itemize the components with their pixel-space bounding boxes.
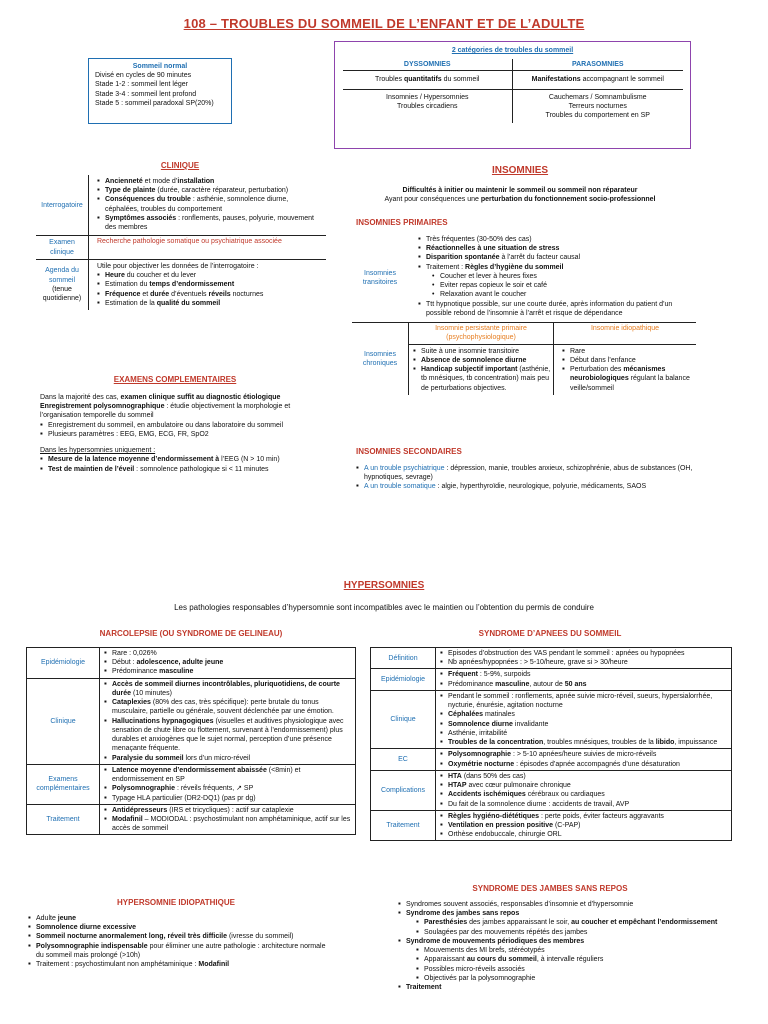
- sommeil-normal-lines: [95, 71, 225, 108]
- saos-comp-list: [440, 772, 727, 809]
- saos-def-item: ▪ Nb apnées/hypopnées : > 5-10/heure, grave si > 30/heure: [440, 658, 727, 667]
- hyper-intro: Dans les hypersomnies uniquement :: [40, 447, 156, 455]
- examens-item: ▪ Enregistrement du sommeil, en ambulatoire ou dans laboratoire du sommeil: [40, 421, 320, 430]
- primaires-table: [352, 234, 696, 322]
- interrogatoire-list: [97, 177, 322, 232]
- secondaires-heading: INSOMNIES SECONDAIRES: [356, 447, 462, 456]
- hyper-idio-heading: HYPERSOMNIE IDIOPATHIQUE: [117, 898, 235, 907]
- secondaire-som: ▪ A un trouble somatique : algie, hyperthyroïdie, neurologique, polyurie, médicaments, SAOS: [356, 482, 726, 491]
- saos-comp-item: ▪ HTA (dans 50% des cas): [440, 772, 727, 781]
- agenda-list: [97, 271, 322, 308]
- narco-exam-item: ▪ Typage HLA particulier (DR2-DQ1) (pas pr dg): [104, 794, 351, 803]
- hyper-list: [40, 455, 320, 473]
- categories-box: [334, 41, 691, 149]
- page-title: 108 – TROUBLES DU SOMMEIL DE L’ENFANT ET DE L’ADULTE: [183, 16, 585, 31]
- sommeil-normal-heading: Sommeil normal: [132, 63, 188, 70]
- saos-table: [370, 647, 732, 841]
- saos-epi-list: [440, 670, 727, 688]
- persistante-list: [413, 347, 551, 393]
- examen-clinique-text: Recherche pathologie somatique ou psychiatrique associée: [89, 236, 327, 259]
- insomnies-def: Difficultés à initier ou maintenir le sommeil ou sommeil non réparateur Ayant pour conséquences une perturbation du fonctionnement socio-professionnel: [384, 187, 656, 204]
- saos-ec-item: ▪ Oxymétrie nocturne : épisodes d’apnée accompagnés d’une désaturation: [440, 760, 727, 769]
- clinique-heading: CLINIQUE: [160, 161, 200, 170]
- clinique-table: [36, 175, 326, 310]
- jambes-heading: SYNDROME DES JAMBES SANS REPOS: [472, 884, 628, 893]
- narco-epi-label: Epidémiologie: [27, 648, 100, 679]
- narco-trt-label: Traitement: [27, 804, 100, 835]
- saos-trt-item: ▪ Règles hygiéno-diététiques : perte poids, éviter facteurs aggravants: [440, 812, 727, 821]
- tt-hypnotique: ▪ Ttt hypnotique possible, sur une courte durée, après information du patient d’un possible rebond de l’insomnie à l’arrêt et risque de dépendance: [418, 300, 694, 318]
- parasomnies-items: [513, 89, 683, 123]
- parasomnie-item: Terreurs nocturnes: [568, 102, 627, 110]
- persistante-item: ▪ Handicap subjectif important (asthénie, tb mnésiques, tb concentration) mais peu de perturbations objectives.: [413, 365, 551, 393]
- jambes-l3-sub3: ▪ Possibles micro-réveils associés: [416, 965, 738, 974]
- parasomnies-def: Manifestations accompagnant le sommeil: [513, 71, 683, 89]
- persistante-head: Insomnie persistante primaire (psychophysiologique): [409, 323, 554, 344]
- saos-clin-label: Clinique: [371, 690, 436, 748]
- jambes-body: [398, 900, 738, 992]
- hypersomnies-intro: Les pathologies responsables d’hypersomnie sont incompatibles avec le maintien ou l’obtention du permis de conduire: [174, 603, 594, 612]
- idiopathique-item: ▪ Début dans l’enfance: [562, 356, 694, 365]
- agenda-item: ▪ Heure du coucher et du lever: [97, 271, 322, 280]
- idiopathique-list: [562, 347, 694, 393]
- narco-epi-item: ▪ Rare : 0,026%: [104, 649, 351, 658]
- narco-trt-item: ▪ Modafinil – MODIODAL : psychostimulant non amphétaminique, actif sur les accès de sommeil: [104, 815, 351, 833]
- jambes-l2-sub2: ▪ Soulagées par des mouvements répétés des jambes: [416, 928, 738, 937]
- hygiene-item: • Coucher et lever à heures fixes: [432, 272, 694, 281]
- dyssomnie-item: Insomnies / Hypersomnies: [386, 93, 469, 101]
- hygiene-item: • Eviter repas copieux le soir et café: [432, 281, 694, 290]
- saos-epi-label: Epidémiologie: [371, 669, 436, 690]
- examens-heading: EXAMENS COMPLEMENTAIRES: [113, 375, 237, 384]
- narco-exam-item: ▪ Latence moyenne d’endormissement abaissée (<8min) et endormissement en SP: [104, 766, 351, 784]
- sommeil-normal-box: [88, 58, 232, 124]
- saos-trt-list: [440, 812, 727, 840]
- narco-clin-item: ▪ Paralysie du sommeil lors d’un micro-réveil: [104, 754, 351, 763]
- primaires-heading: INSOMNIES PRIMAIRES: [356, 218, 448, 227]
- parasomnie-item: Troubles du comportement en SP: [545, 112, 650, 120]
- saos-def-list: [440, 649, 727, 667]
- narco-trt-item: ▪ Antidépresseurs (IRS et tricycliques) : actif sur cataplexie: [104, 806, 351, 815]
- categories-table: [343, 59, 683, 123]
- saos-comp-item: ▪ Accidents ischémiques cérébraux ou cardiaques: [440, 790, 727, 799]
- sommeil-normal-line: Stade 1-2 : sommeil lent léger: [95, 81, 188, 89]
- hygiene-list: [418, 272, 694, 300]
- saos-clin-item: ▪ Céphalées matinales: [440, 710, 727, 719]
- dyssomnies-def: Troubles quantitatifs du sommeil: [343, 71, 513, 89]
- transitoire-item: ▪ Réactionnelles à une situation de stress: [418, 244, 694, 253]
- examens-p2: Enregistrement polysomnographique : étudie objectivement la morphologie et l’organisation temporelle du sommeil: [40, 403, 291, 420]
- narco-epi-item: ▪ Prédominance masculine: [104, 667, 351, 676]
- secondaires-list: [356, 464, 726, 492]
- narco-clin-item: ▪ Accès de sommeil diurnes incontrôlables, pluriquotidiens, de courte durée (10 minutes): [104, 680, 351, 698]
- examens-p1: Dans la majorité des cas, examen clinique suffit au diagnostic étiologique: [40, 394, 281, 401]
- transitoire-item: ▪ Disparition spontanée à l’arrêt du facteur causal: [418, 253, 694, 262]
- jambes-l1: ▪ Syndromes souvent associés, responsables d’insomnie et d’hypersomnie: [398, 900, 738, 909]
- narcolepsie-heading: NARCOLEPSIE (OU SYNDROME DE GELINEAU): [99, 629, 283, 638]
- hyper-exam-item: ▪ Test de maintien de l’éveil : somnolence pathologique si < 11 minutes: [40, 465, 320, 474]
- narco-exam-label: Examens complémentaires: [27, 764, 100, 804]
- saos-trt-label: Traitement: [371, 810, 436, 841]
- hyper-idio-item: ▪ Sommeil nocturne anormalement long, réveil très difficile (ivresse du sommeil): [28, 932, 328, 941]
- insomnies-heading: INSOMNIES: [491, 165, 549, 176]
- saos-clin-list: [440, 692, 727, 747]
- saos-ec-list: [440, 750, 727, 768]
- jambes-l3-sub1: ▪ Mouvements des MI brefs, stéréotypés: [416, 946, 738, 955]
- sommeil-normal-line: Divisé en cycles de 90 minutes: [95, 72, 192, 80]
- idiopathique-item: ▪ Perturbation des mécanismes neurobiologiques régulant la balance veille/sommeil: [562, 365, 694, 393]
- examens-item: ▪ Plusieurs paramètres : EEG, EMG, ECG, FR, SpO2: [40, 430, 320, 439]
- jambes-l2: ▪ Syndrome des jambes sans repos ▪ Paresthésies des jambes apparaissant le soir, au coucher et empêchant l’endormissement ▪ Soulagées par des mouvements répétés des jambes: [398, 909, 738, 937]
- examens-list: [40, 421, 320, 439]
- hypersomnies-heading: HYPERSOMNIES: [343, 580, 425, 591]
- narco-clin-item: ▪ Hallucinations hypnagogiques (visuelles et auditives physiologique avec sensation de chute libre ou flottement, survenant à l’endormissement) plus durables et anxiogènes que le sujet normal, perception d’une présence menaçante fréquente.: [104, 717, 351, 754]
- chroniques-label: Insomnies chroniques: [362, 350, 398, 367]
- saos-epi-item: ▪ Fréquent : 5-9%, surpoids: [440, 670, 727, 679]
- narco-epi-item: ▪ Début : adolescence, adulte jeune: [104, 658, 351, 667]
- interrogatoire-item: ▪ Ancienneté et mode d’installation: [97, 177, 322, 186]
- categories-heading: 2 catégories de troubles du sommeil: [451, 47, 574, 54]
- saos-epi-item: ▪ Prédominance masculine, autour de 50 ans: [440, 680, 727, 689]
- jambes-l3-sub4: ▪ Objectivés par la polysomnographie: [416, 974, 738, 983]
- jambes-l4: ▪ Traitement: [398, 983, 738, 992]
- saos-trt-item: ▪ Orthèse endobuccale, chirurgie ORL: [440, 830, 727, 839]
- saos-clin-item: ▪ Pendant le sommeil : ronflements, apnée suivie micro-réveil, sueurs, hypersialorrhée, nycturie, énurésie, agitation nocturne: [440, 692, 727, 710]
- narco-exam-item: ▪ Polysomnographie : réveils fréquents, ↗ SP: [104, 784, 351, 793]
- narcolepsie-table: [26, 647, 356, 835]
- parasomnie-item: Cauchemars / Somnambulisme: [548, 93, 647, 101]
- jambes-l3-sub2: ▪ Apparaissant au cours du sommeil, à intervalle réguliers: [416, 955, 738, 964]
- agenda-item: ▪ Fréquence et durée d’éventuels réveils nocturnes: [97, 290, 322, 299]
- transitoire-item: ▪ Très fréquentes (30-50% des cas): [418, 235, 694, 244]
- agenda-label: Agenda du sommeil (tenue quotidienne): [36, 259, 89, 310]
- chroniques-table: [352, 322, 696, 395]
- idiopathique-head: Insomnie idiopathique: [554, 323, 697, 344]
- jambes-l3: ▪ Syndrome de mouvements périodiques des membres ▪ Mouvements des MI brefs, stéréotypés ▪ Apparaissant au cours du sommeil, à intervalle réguliers ▪ Possibles micro-réveils associés ▪ Objectivés par la polysomnographie: [398, 937, 738, 983]
- transitoires-label: Insomnies transitoires: [362, 269, 398, 287]
- interrogatoire-item: ▪ Conséquences du trouble : asthénie, somnolence diurne, céphalées, troubles du comportement: [97, 195, 322, 213]
- saos-ec-item: ▪ Polysomnographie : > 5-10 apnées/heure suivies de micro-réveils: [440, 750, 727, 759]
- interrogatoire-label: Interrogatoire: [36, 175, 89, 236]
- interrogatoire-item: ▪ Type de plainte (durée, caractère réparateur, perturbation): [97, 186, 322, 195]
- saos-heading: SYNDROME D’APNEES DU SOMMEIL: [478, 629, 622, 638]
- hyper-idio-body: [28, 914, 328, 969]
- secondaire-psy: ▪ A un trouble psychiatrique : dépression, manie, troubles anxieux, schizophrénie, abus de substances (OH, hypnotiques, sevrage): [356, 464, 726, 482]
- parasomnies-head: PARASOMNIES: [513, 59, 683, 71]
- saos-comp-label: Complications: [371, 770, 436, 810]
- transitoire-item: ▪ Traitement : Règles d’hygiène du sommeil: [418, 263, 694, 272]
- dyssomnie-item: Troubles circadiens: [397, 102, 458, 110]
- jambes-l2-sub1: ▪ Paresthésies des jambes apparaissant le soir, au coucher et empêchant l’endormissement: [416, 918, 738, 927]
- saos-ec-label: EC: [371, 749, 436, 770]
- saos-def-label: Définition: [371, 648, 436, 669]
- hyper-idio-item: ▪ Traitement : psychostimulant non amphétaminique : Modafinil: [28, 960, 328, 969]
- interrogatoire-item: ▪ Symptômes associés : ronflements, pauses, polyurie, mouvement des membres: [97, 214, 322, 232]
- hyper-idio-list: [28, 914, 328, 969]
- transitoires-list: [418, 235, 694, 272]
- sommeil-normal-line: Stade 5 : sommeil paradoxal SP(20%): [95, 99, 214, 107]
- saos-trt-item: ▪ Ventilation en pression positive (C-PAP): [440, 821, 727, 830]
- dyssomnies-head: DYSSOMNIES: [343, 59, 513, 71]
- narco-clin-item: ▪ Cataplexies (80% des cas, très spécifique): perte brutale du tonus musculaire, partielle ou générale, souvent déclenchée par une émotion.: [104, 698, 351, 716]
- agenda-item: ▪ Estimation de la qualité du sommeil: [97, 299, 322, 308]
- examen-clinique-label: Examen clinique: [36, 236, 89, 259]
- saos-comp-item: ▪ Du fait de la somnolence diurne : accidents de travail, AVP: [440, 800, 727, 809]
- idiopathique-item: ▪ Rare: [562, 347, 694, 356]
- hyper-exam-item: ▪ Mesure de la latence moyenne d’endormissement à l’EEG (N > 10 min): [40, 455, 320, 464]
- saos-comp-item: ▪ HTAP avec cœur pulmonaire chronique: [440, 781, 727, 790]
- persistante-item: ▪ Absence de somnolence diurne: [413, 356, 551, 365]
- narco-epi-list: [104, 649, 351, 677]
- narco-clin-label: Clinique: [27, 678, 100, 764]
- narco-trt-list: [104, 806, 351, 834]
- primaires-block: [352, 234, 696, 395]
- narco-clin-list: [104, 680, 351, 763]
- sommeil-normal-line: Stade 3-4 : sommeil lent profond: [95, 90, 197, 98]
- hyper-idio-item: ▪ Polysomnographie indispensable pour éliminer une autre pathologie : architecture normale du sommeil mais prolongé (>10h): [28, 942, 328, 960]
- agenda-intro: Utile pour objectiver les données de l’interrogatoire :: [97, 262, 259, 270]
- hyper-idio-item: ▪ Somnolence diurne excessive: [28, 923, 328, 932]
- dyssomnies-items: [343, 89, 513, 123]
- hyper-idio-item: ▪ Adulte jeune: [28, 914, 328, 923]
- narco-exam-list: [104, 766, 351, 803]
- saos-def-item: ▪ Episodes d’obstruction des VAS pendant le sommeil : apnées ou hypopnées: [440, 649, 727, 658]
- examens-body: [40, 393, 320, 474]
- agenda-item: ▪ Estimation du temps d’endormissement: [97, 280, 322, 289]
- hygiene-item: • Relaxation avant le coucher: [432, 290, 694, 299]
- saos-clin-item: ▪ Somnolence diurne invalidante: [440, 720, 727, 729]
- saos-clin-item: ▪ Troubles de la concentration, troubles mnésiques, troubles de la libido, impuissance: [440, 738, 727, 747]
- persistante-item: ▪ Suite à une insomnie transitoire: [413, 347, 551, 356]
- saos-clin-item: ▪ Asthénie, irritabilité: [440, 729, 727, 738]
